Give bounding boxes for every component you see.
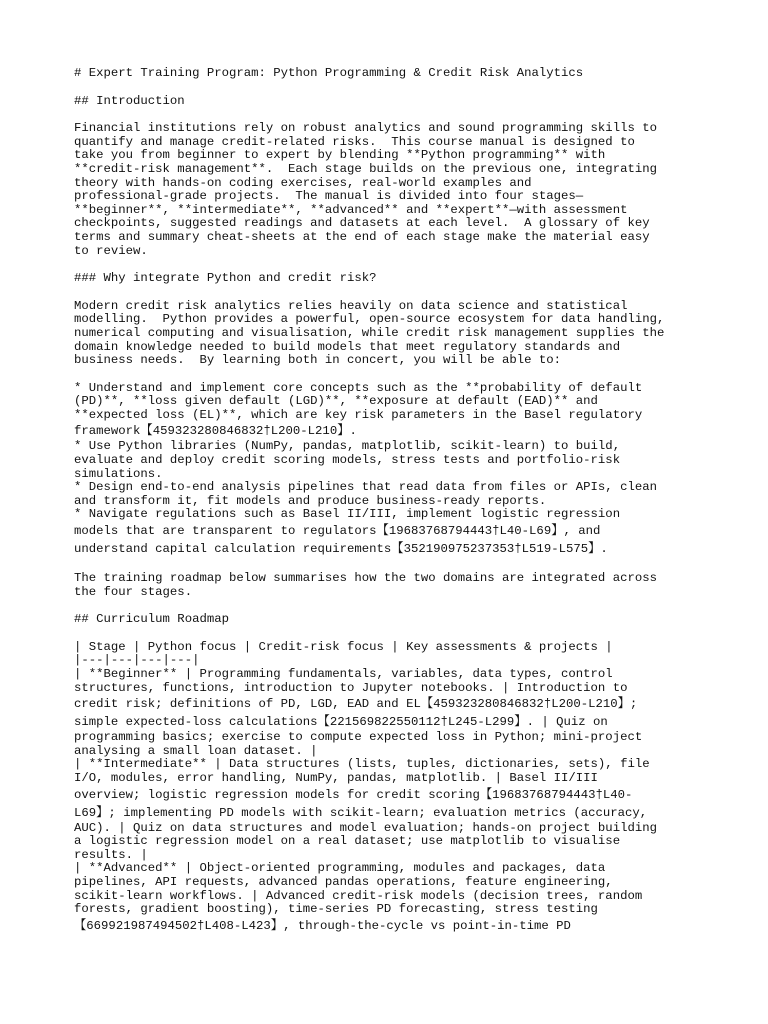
text-line: domain knowledge needed to build models that meet regulatory standards and (74, 339, 621, 354)
text-line: take you from beginner to expert by blending **Python programming** with (74, 148, 606, 163)
text-line: Financial institutions rely on robust analytics and sound programming skills to (74, 121, 657, 136)
text-line: structures, functions, introduction to Jupyter notebooks. | Introduction to (74, 680, 628, 695)
text-line: theory with hands-on coding exercises, real-world examples and (74, 175, 532, 190)
text-line: models that are transparent to regulators【19683768794443†L40-L69】, and (74, 524, 601, 539)
text-line: Modern credit risk analytics relies heavily on data science and statistical (74, 298, 628, 313)
text-line: pipelines, API requests, advanced pandas operations, feature engineering, (74, 874, 613, 889)
text-line: modelling. Python provides a powerful, open-source ecosystem for data handling, (74, 312, 665, 327)
table-row-line: | Stage | Python focus | Credit-risk focus | Key assessments & projects | (74, 639, 613, 654)
text-line: forests, gradient boosting), time-series PD forecasting, stress testing (74, 902, 598, 917)
text-line: the four stages. (74, 584, 193, 599)
blank-line (74, 627, 754, 641)
table-row-line: | **Beginner** | Programming fundamentals, variables, data types, control (74, 667, 613, 681)
text-line: evaluate and deploy credit scoring models, stress tests and portfolio-risk (74, 453, 621, 468)
text-line: simple expected-loss calculations【221569822550112†L245-L299】. | Quiz on (74, 715, 608, 730)
text-line: understand capital calculation requirements【352190975237353†L519-L575】. (74, 542, 608, 557)
text-line: (PD)**, **loss given default (LGD)**, **exposure at default (EAD)** and (74, 394, 598, 409)
text-line: **credit-risk management**. Each stage builds on the previous one, integrating (74, 161, 657, 176)
text-line: terms and summary cheat-sheets at the end of each stage make the material easy (74, 229, 650, 244)
section-heading: ## Curriculum Roadmap (74, 612, 229, 627)
text-line: The training roadmap below summarises how the two domains are integrated across (74, 571, 657, 586)
blank-line (74, 558, 754, 572)
subsection-heading: ### Why integrate Python and credit risk? (74, 271, 377, 286)
document-page (74, 67, 754, 935)
text-line: framework【459323280846832†L200-L210】. (74, 424, 357, 439)
bullet-line: * Navigate regulations such as Basel II/III, implement logistic regression (74, 507, 621, 522)
text-line: **beginner**, **intermediate**, **advanced** and **expert**—with assessment (74, 202, 628, 217)
text-line: quantify and manage credit-related risks. This course manual is designed to (74, 134, 635, 149)
text-line: overview; logistic regression models for credit scoring【19683768794443†L40- (74, 787, 633, 802)
section-heading: ## Introduction (74, 93, 185, 108)
text-line: analysing a small loan dataset. | (74, 743, 318, 758)
text-line: numerical computing and visualisation, while credit risk management supplies the (74, 325, 665, 340)
text-line: programming basics; exercise to compute expected loss in Python; mini-project (74, 730, 643, 745)
text-line: checkpoints, suggested readings and datasets at each level. A glossary of key (74, 216, 650, 231)
table-row-line: |---|---|---|---| (74, 653, 200, 668)
text-line: AUC). | Quiz on data structures and model evaluation; hands-on project building (74, 820, 657, 835)
table-row-line: | **Intermediate** | Data structures (lists, tuples, dictionaries, sets), file (74, 757, 650, 772)
bullet-line: * Design end-to-end analysis pipelines that read data from files or APIs, clean (74, 480, 657, 495)
text-line: **expected loss (EL)**, which are key risk parameters in the Basel regulatory (74, 407, 643, 422)
text-line: and transform it, fit models and produce business-ready reports. (74, 493, 547, 508)
blank-line (74, 599, 754, 613)
text-line: a logistic regression model on a real dataset; use matplotlib to visualise (74, 834, 621, 849)
text-line: scikit-learn workflows. | Advanced credit-risk models (decision trees, random (74, 888, 643, 903)
text-line: I/O, modules, error handling, NumPy, pandas, matplotlib. | Basel II/III (74, 770, 598, 785)
blank-line (74, 286, 754, 300)
text-line: L69】; implementing PD models with scikit-learn; evaluation metrics (accuracy, (74, 805, 648, 820)
document-title: # Expert Training Program: Python Programming & Credit Risk Analytics (74, 66, 584, 80)
text-line: business needs. By learning both in concert, you will be able to: (74, 353, 562, 368)
text-line: 【669921987494502†L408-L423】, through-the-cycle vs point-in-time PD (74, 918, 571, 933)
text-line: results. | (74, 847, 148, 862)
table-row-line: | **Advanced** | Object-oriented programming, modules and packages, data (74, 861, 606, 876)
text-line: simulations. (74, 466, 163, 481)
bullet-line: * Use Python libraries (NumPy, pandas, matplotlib, scikit-learn) to build, (74, 439, 621, 454)
text-line: professional-grade projects. The manual is divided into four stages— (74, 189, 584, 204)
blank-line (74, 368, 754, 382)
text-line: credit risk; definitions of PD, LGD, EAD and EL【459323280846832†L200-L210】; (74, 697, 638, 712)
blank-line (74, 81, 754, 95)
blank-line (74, 258, 754, 272)
bullet-line: * Understand and implement core concepts such as the **probability of default (74, 380, 643, 395)
text-line: to review. (74, 243, 148, 258)
blank-line (74, 108, 754, 122)
